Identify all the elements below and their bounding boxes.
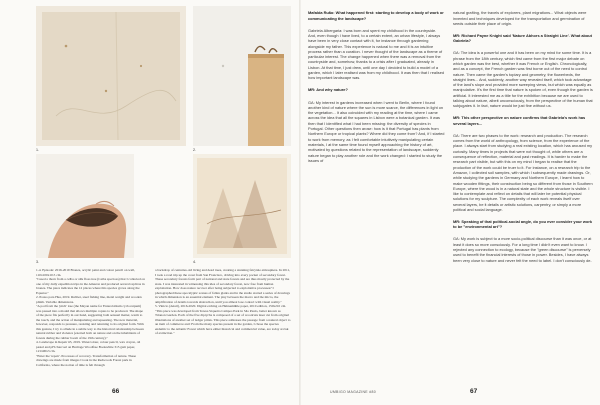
answer-3: GA: The idea is a powerful one and it has been on my mind for some time. It is a phrase from the 18th century, which first came from the first major debate on which garden was the best, whether it was French or English. Chronologically, and as a concept, the French garden was first borne out of the need to control nature. Then came the garden's topiary and geometry, the flowerbeds, the straight lines... And, suddenly, another way revealed itself, which took advantage of the land's slope and provided more sweeping views, but which was equally as manipulative. It's the first time that nature is spoken of, even though the garden is artificial. It interested me as a title for the exhibition because we are used to talking about nature, albeit unconsciously, from the perspective of the human that subjugates it. In fact, nature would be just fine without us. xyxy=(453,50,593,109)
figure-4-number: 4. xyxy=(193,260,196,264)
answer-2: GA: My interest in gardens increased when I went to Berlin, where I found another kind of nature where the sun is more scarce, the differences in light on the vegetation... It also coincided with my reading at the time, where I came across the idea that all the squares in Lisbon were a botanical garden. It was then that I identified what I had been missing: the diversity of species in Portugal. Other questions then arose: how is it that Portugal has plants from Northern Europe or tropical plants? Where did they come from? And, if I started to work from memory, as I felt comfortable intuitively manipulating certain materials, I at the same time found myself approaching the history of art, motivated by questions related to the representation of landscape, suddenly nature began to play another role and the work changed: I started to study the issues of xyxy=(308,99,445,163)
interview-column-1 xyxy=(308,5,445,385)
caption-column-1: 1-4. Episode: 2016-2019 Bronze, acrylic paint and colour pencil on wall, 110x100x10.5 cm. "I used a thorn from a celba or silk floss tree (Ceiba speciosa) that I collected on one of my daily expedition trips in the Amazon and produced several replicas in bronze. The piece indicates the 12 places where this species grows along the Equator." 2. Pouso para Hua, 2019. Rubber, steel fishing line, metal weight and wooden plinth. Variable dimensions. "A pod from the 'pitch' tree (the Mayan name for Enterolobium cyclocarpum) was passed into a mould that allows multiple copies to be produced. The shape of the piece fits perfectly in our hand, suggesting both sensual matter, warm to the touch, and the action of manipulating and squeezing. The new material, however, responds to pressure, resisting and returning to its original form. With this gesture, I try to allude in a subtle way to the historical relationship between natural rubber and violence (exerted both on nature and on the inhabitants of forests during the rubber boom of the 19th century)." 4. Landscape in Repair #3, 2019. Watercolour, colour pencil, wax crayon, oil pastel and pH charcoal on Heritage Woodfree Bookwhite 315 gsm paper, 121x90x3 cm. "Enter the 'repair'. Processes of recovery. Transformation of nature. These drawings are made from images I took in the Redwoods Forest park in California, where the notion of time is felt through xyxy=(36,268,145,367)
answer-4: GA: There are two phases to the work: research and production. The research comes from the world of anthropology, from science, from the experience of the place. I always start from studying a real existing location, which has aroused my curiosity. Many times in projects that were not thought of, while others are a consequence of reflection, material and past readings. It is harder to make the research part visible, but with this on my mind I began to realise that the production of the work could be truer to it. For instance, on a research trip to the Amazon, I collected soil samples, with which I subsequently made drawings. Or, while studying the gardens in Germany and Northern Europe, I learnt how to make wooden fittings, their construction being so different from those in Southern Europe, where the wood is in a natural state and the whole structure is visible. I like to contemplate and reflect on details that will later be potential physical solutions for my sculpture. The complexity of each work reveals itself over several layers, be it details or artistic solutions, carpentry, or simply a more political and social language. xyxy=(453,132,593,212)
question-2: MR: And why nature? xyxy=(308,87,348,93)
question-3: MR: Richard Payne Knight said 'Nature Abhors a Straight Line'. What about Gabriela? xyxy=(453,32,592,44)
figure-1-image xyxy=(36,6,186,146)
caption-column-2: a backdrop of centuries-old living and dead trees, creating a stunning fairytale atmosphere. In 2011, I took a road trip up the coast from San Francisco, driving into every pocket of secondary forest. These secondary forests form part of national and state forests and are thus mostly protected by the state. I was interested in witnessing this idea of secondary forest, now free from human exploitation. How does nature recover after being subjected to exploitative processes? I photographed these apocalyptic scenes of fallen giants and in the studio started a series of drawings in which dimension is an essential element. The play between the macro and the micro, the amplification of details towards abstraction, until you almost lose contact with visual reality." 5. Vinicio (detail), 2016-2020. Digital etching on Hahnemühle paper, 2010 edition, 150x210 cm. "This piece was developed from Teresa Siqueira Campos Park in São Paulo, better known as Trianon Garden. Each of the five diptychs is composed of a set of woodcuts laser cut from original illustrations of another set of ledger prints. This piece addresses the passage from a natural object to an item of commerce and: From the many species present in the garden, I chose the species endemic to the Atlantic Forest which have either historical and commercial value, are today at risk of extinction." xyxy=(155,268,291,335)
page-number-right: 67 xyxy=(470,388,478,395)
interview-column-2 xyxy=(453,5,593,387)
magazine-name: UMBIGO MAGAZINE #80 xyxy=(330,390,376,394)
page-number-left: 66 xyxy=(112,388,120,395)
figure-3-image xyxy=(36,154,134,258)
question-1: Mafalda Ruão: What happened first: starting to develop a body of work or communicating the landscape? xyxy=(308,10,444,21)
answer-2-continued: natural grafting, the travels of explorers, plant migrations... What objects were invented and techniques developed for the transportation and germination of seeds outside their place of origin. xyxy=(453,10,587,26)
figure-2-image xyxy=(193,6,291,146)
question-4: MR: This other perspective on nature confirms that Gabriela's work has several layers... xyxy=(453,115,586,126)
figure-4-image xyxy=(193,154,291,258)
figure-2-number: 2. xyxy=(193,148,196,152)
answer-5: GA: My work is subject to a more socio-political discourse than it was once, or at least it does so more consciously. For a long time I didn't even want to know. I rejected any connection to ecology, because the "green discourse" is perversely used to benefit the financial interests of those in power. Besides, I have always been very close to nature and never felt the need to label. I don't consciously de- xyxy=(453,236,592,263)
figure-3-number: 3. xyxy=(36,260,39,264)
answer-1: Gabriela Albergaria: I was born and spent my childhood in the countryside. And, even though I have lived, to a certain extent, an urban lifestyle, I always have been in very close contact with it, for instance through gardening alongside my father. This experience is natural to me and it is an intuitive process rather than a curation. I never thought of the landscape as a theme of particular interest. The change happened when there was a removal from the countryside and, somehow, thanks to a crisis after I graduated, already in Lisbon. At that time, I just drew, until one day I decided to build a model of a garden, which I later realised was from my childhood. It was then that I realised how important landscape was. xyxy=(308,27,445,81)
question-5: MR: Speaking of that political-social angle, do you ever consider your work to be "environmental art"? xyxy=(453,219,593,230)
figure-1-number: 1. xyxy=(36,148,39,152)
gutter xyxy=(299,0,301,405)
